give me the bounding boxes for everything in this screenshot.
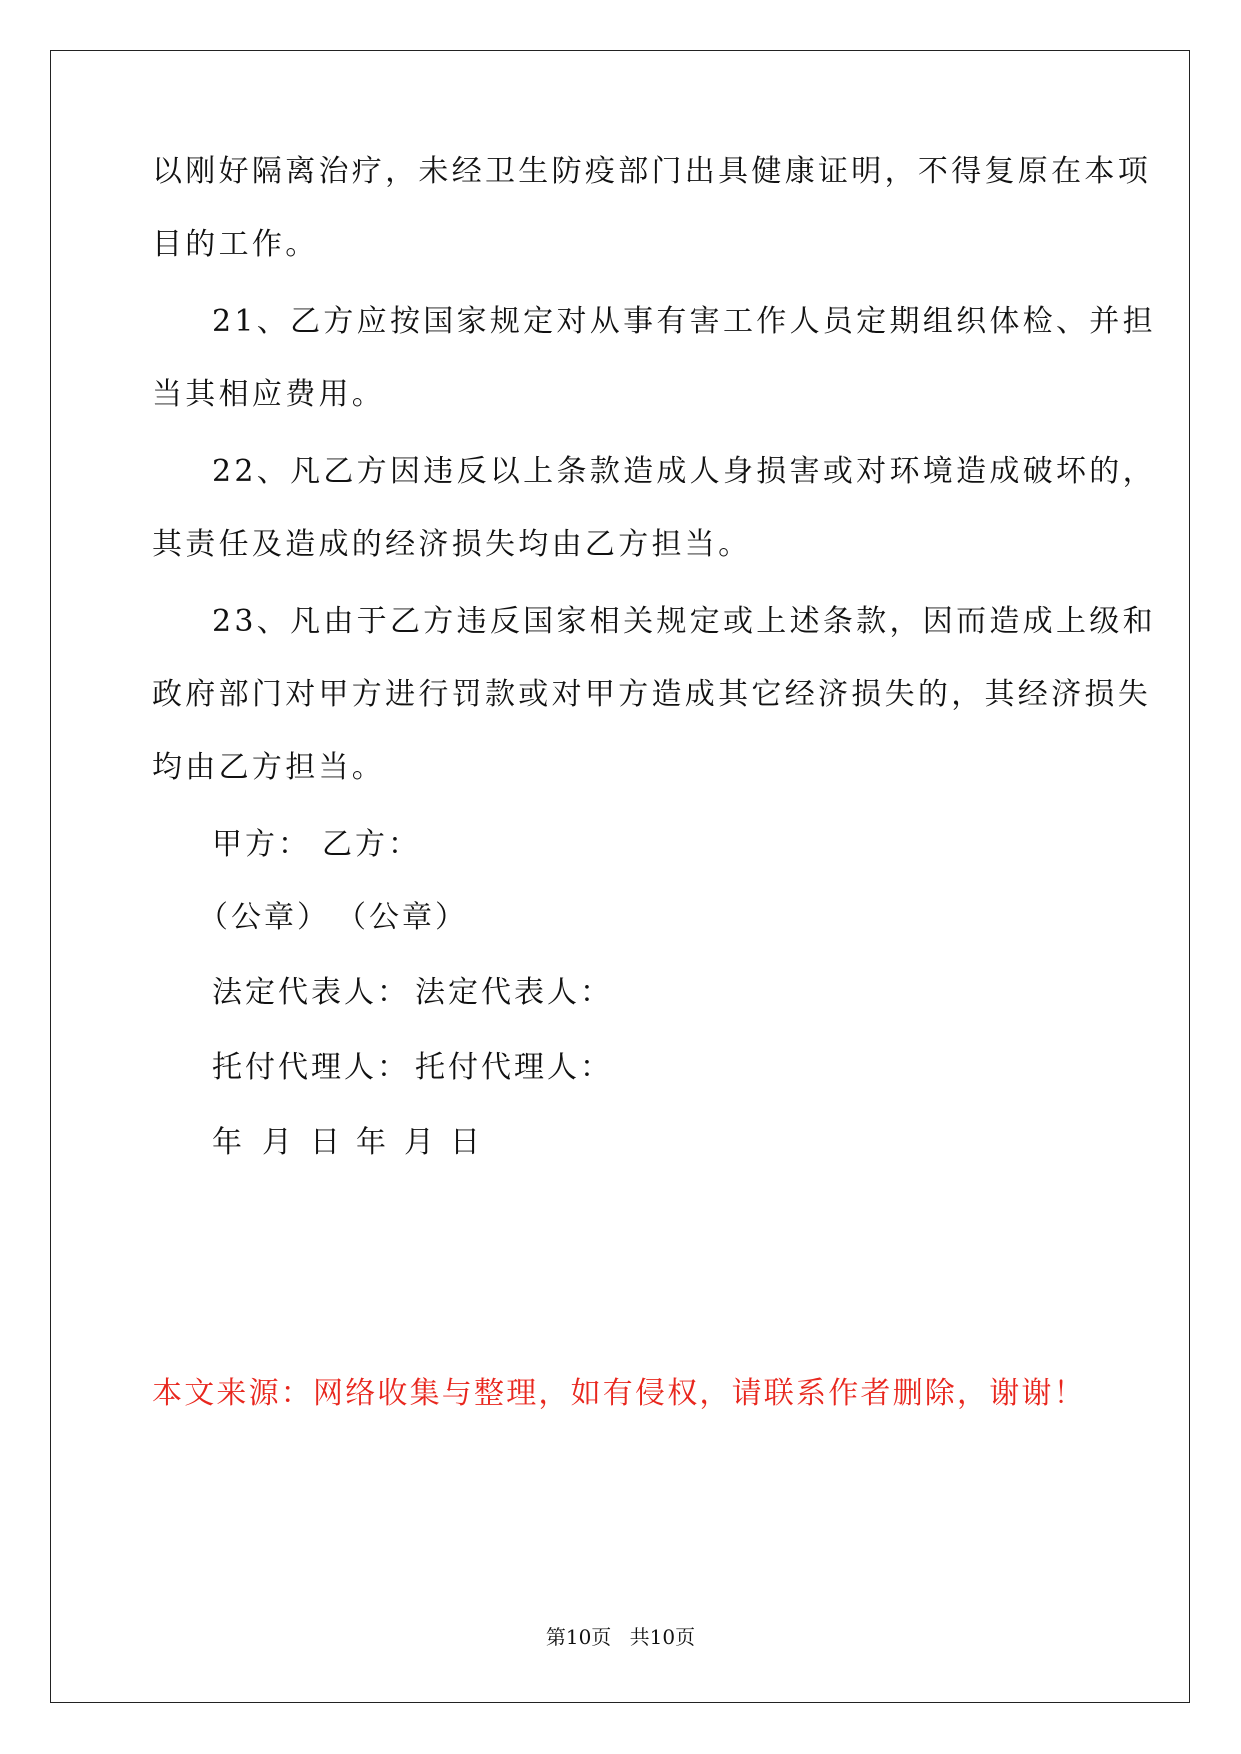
clause-21-line-2: 当其相应费用。 [152, 377, 386, 412]
date-b-day: 日 [450, 1125, 480, 1160]
clause-21-line-1: 21、乙方应按国家规定对从事有害工作人员定期组织体检、并担 [212, 304, 1156, 339]
page-border [50, 50, 1190, 1703]
clause-23-line-2: 政府部门对甲方进行罚款或对甲方造成其它经济损失的，其经济损失 [152, 677, 1151, 712]
date-b-year: 年 [356, 1125, 386, 1160]
party-b-label: 乙方： [322, 827, 421, 862]
clause-22-line-1: 22、凡乙方因违反以上条款造成人身损害或对环境造成破坏的， [212, 454, 1156, 489]
date-b-month: 月 [404, 1125, 434, 1160]
paragraph-line: 目的工作。 [152, 227, 319, 262]
paragraph-line: 以刚好隔离治疗，未经卫生防疫部门出具健康证明，不得复原在本项 [152, 154, 1151, 189]
legal-rep-a-label: 法定代表人： [212, 975, 410, 1010]
page-total: 共10页 [629, 1625, 696, 1649]
clause-23-line-1: 23、凡由于乙方违反国家相关规定或上述条款，因而造成上级和 [212, 604, 1156, 639]
date-a-month: 月 [262, 1125, 292, 1160]
legal-rep-b-label: 法定代表人： [415, 975, 613, 1010]
clause-23-line-3: 均由乙方担当。 [152, 750, 386, 785]
seal-a: （公章） [198, 900, 330, 935]
clause-22-line-2: 其责任及造成的经济损失均由乙方担当。 [152, 527, 752, 562]
page-footer [0, 1624, 1241, 1650]
party-a-label: 甲方： [212, 827, 311, 862]
date-a-day: 日 [310, 1125, 340, 1160]
seal-b: （公章） [336, 900, 468, 935]
source-notice: 本文来源：网络收集与整理，如有侵权，请联系作者删除，谢谢！ [152, 1376, 1086, 1411]
page-number: 第10页 [545, 1625, 612, 1649]
date-a-year: 年 [212, 1125, 242, 1160]
agent-b-label: 托付代理人： [415, 1050, 613, 1085]
agent-a-label: 托付代理人： [212, 1050, 410, 1085]
